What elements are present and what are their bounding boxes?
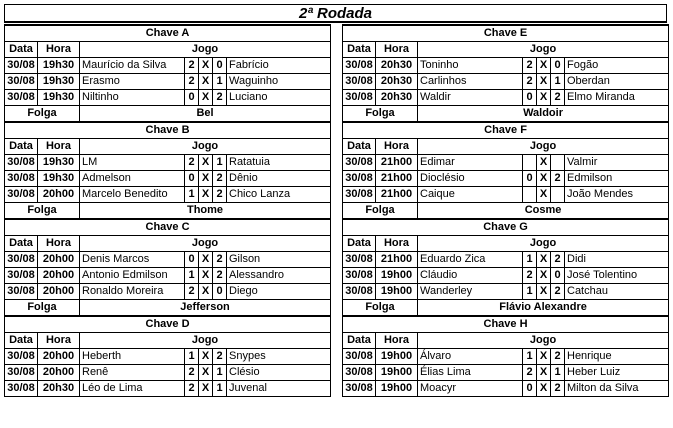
away-score: 2 <box>213 268 227 284</box>
home-score: 2 <box>185 155 199 171</box>
header-jogo: Jogo <box>80 236 331 252</box>
game-time: 19h30 <box>38 58 80 74</box>
away-player: Milton da Silva <box>565 381 669 397</box>
home-player: Erasmo <box>80 74 185 90</box>
game-time: 20h00 <box>38 349 80 365</box>
home-score: 2 <box>523 58 537 74</box>
home-player: Heberth <box>80 349 185 365</box>
game-time: 20h00 <box>38 268 80 284</box>
game-row <box>5 171 331 187</box>
versus-mark: X <box>199 365 213 381</box>
home-score: 2 <box>185 74 199 90</box>
header-hora: Hora <box>38 42 80 58</box>
header-data: Data <box>343 139 376 155</box>
home-player: Denis Marcos <box>80 252 185 268</box>
group-header-row <box>343 219 669 236</box>
game-date: 30/08 <box>5 252 38 268</box>
header-hora: Hora <box>376 236 418 252</box>
game-time: 20h00 <box>38 365 80 381</box>
header-data: Data <box>5 333 38 349</box>
away-score: 1 <box>551 74 565 90</box>
versus-mark: X <box>199 74 213 90</box>
away-score: 2 <box>551 284 565 300</box>
game-time: 21h00 <box>376 171 418 187</box>
bye-row <box>343 106 669 123</box>
bye-player: Bel <box>80 106 331 123</box>
header-data: Data <box>5 139 38 155</box>
away-score: 2 <box>213 349 227 365</box>
game-row <box>343 90 669 106</box>
away-score: 1 <box>213 381 227 397</box>
header-hora: Hora <box>376 333 418 349</box>
away-score <box>551 187 565 203</box>
away-score: 0 <box>551 58 565 74</box>
bye-label: Folga <box>5 106 80 123</box>
versus-mark: X <box>537 187 551 203</box>
header-hora: Hora <box>38 333 80 349</box>
away-player: Clésio <box>227 365 331 381</box>
header-data: Data <box>343 42 376 58</box>
bye-player: Waldoir <box>418 106 669 123</box>
bye-player: Jefferson <box>80 300 331 317</box>
away-player: Gilson <box>227 252 331 268</box>
group-header-row <box>343 122 669 139</box>
bye-label: Folga <box>5 203 80 220</box>
game-date: 30/08 <box>5 284 38 300</box>
game-time: 19h00 <box>376 268 418 284</box>
home-player: Marcelo Benedito <box>80 187 185 203</box>
game-time: 20h30 <box>38 381 80 397</box>
game-row <box>343 381 669 397</box>
away-score: 2 <box>213 90 227 106</box>
column-header-row <box>5 139 331 155</box>
game-row <box>5 74 331 90</box>
game-row <box>343 349 669 365</box>
away-score: 0 <box>551 268 565 284</box>
versus-mark: X <box>537 171 551 187</box>
game-time: 20h30 <box>376 90 418 106</box>
game-time: 19h00 <box>376 349 418 365</box>
group-title: Chave H <box>343 316 669 333</box>
header-jogo: Jogo <box>418 236 669 252</box>
away-player: Valmir <box>565 155 669 171</box>
game-row <box>343 155 669 171</box>
versus-mark: X <box>537 365 551 381</box>
group-title: Chave B <box>5 122 331 139</box>
away-score: 1 <box>213 74 227 90</box>
game-row <box>343 252 669 268</box>
home-score: 2 <box>185 58 199 74</box>
left-schedule-table <box>4 24 331 397</box>
game-time: 19h00 <box>376 365 418 381</box>
away-score: 0 <box>213 284 227 300</box>
away-player: Edmilson <box>565 171 669 187</box>
column-header-row <box>5 236 331 252</box>
game-time: 20h00 <box>38 187 80 203</box>
header-hora: Hora <box>38 139 80 155</box>
column-header-row <box>343 236 669 252</box>
header-jogo: Jogo <box>418 42 669 58</box>
game-time: 19h30 <box>38 74 80 90</box>
away-player: Didi <box>565 252 669 268</box>
home-score: 1 <box>185 268 199 284</box>
header-hora: Hora <box>376 139 418 155</box>
versus-mark: X <box>199 284 213 300</box>
game-date: 30/08 <box>5 268 38 284</box>
game-row <box>343 58 669 74</box>
home-score: 1 <box>185 187 199 203</box>
bye-row <box>343 203 669 220</box>
away-score: 1 <box>213 365 227 381</box>
game-date: 30/08 <box>5 155 38 171</box>
versus-mark: X <box>537 252 551 268</box>
game-time: 20h00 <box>38 284 80 300</box>
game-date: 30/08 <box>343 90 376 106</box>
header-jogo: Jogo <box>80 42 331 58</box>
versus-mark: X <box>537 349 551 365</box>
left-column <box>4 24 330 397</box>
header-jogo: Jogo <box>418 333 669 349</box>
game-date: 30/08 <box>5 74 38 90</box>
away-score: 2 <box>213 171 227 187</box>
game-row <box>343 365 669 381</box>
home-player: Dioclésio <box>418 171 523 187</box>
group-header-row <box>5 316 331 333</box>
away-score <box>551 155 565 171</box>
header-jogo: Jogo <box>418 139 669 155</box>
away-score: 2 <box>551 90 565 106</box>
game-time: 19h30 <box>38 90 80 106</box>
away-player: Luciano <box>227 90 331 106</box>
game-time: 21h00 <box>376 155 418 171</box>
away-player: Fogão <box>565 58 669 74</box>
group-title: Chave D <box>5 316 331 333</box>
home-player: Edimar <box>418 155 523 171</box>
home-score: 1 <box>523 349 537 365</box>
game-row <box>5 349 331 365</box>
game-row <box>343 187 669 203</box>
bye-player: Cosme <box>418 203 669 220</box>
versus-mark: X <box>537 155 551 171</box>
home-player: Niltinho <box>80 90 185 106</box>
away-score: 2 <box>551 171 565 187</box>
away-score: 1 <box>213 155 227 171</box>
column-header-row <box>343 333 669 349</box>
home-score: 2 <box>185 365 199 381</box>
game-date: 30/08 <box>5 58 38 74</box>
header-data: Data <box>5 236 38 252</box>
header-hora: Hora <box>376 42 418 58</box>
away-player: Dênio <box>227 171 331 187</box>
game-date: 30/08 <box>343 171 376 187</box>
game-date: 30/08 <box>5 90 38 106</box>
home-score: 0 <box>523 381 537 397</box>
versus-mark: X <box>537 90 551 106</box>
away-score: 1 <box>551 365 565 381</box>
group-title: Chave C <box>5 219 331 236</box>
home-player: LM <box>80 155 185 171</box>
group-title: Chave G <box>343 219 669 236</box>
bye-row <box>343 300 669 317</box>
game-time: 21h00 <box>376 252 418 268</box>
away-player: Snypes <box>227 349 331 365</box>
home-score: 0 <box>185 252 199 268</box>
round-title: 2ª Rodada <box>4 4 667 23</box>
game-time: 20h30 <box>376 58 418 74</box>
away-score: 2 <box>551 381 565 397</box>
header-jogo: Jogo <box>80 333 331 349</box>
column-header-row <box>5 42 331 58</box>
away-player: Fabrício <box>227 58 331 74</box>
away-score: 2 <box>551 252 565 268</box>
game-date: 30/08 <box>5 171 38 187</box>
home-score: 2 <box>523 74 537 90</box>
header-data: Data <box>343 333 376 349</box>
versus-mark: X <box>199 268 213 284</box>
away-score: 2 <box>551 349 565 365</box>
away-player: Alessandro <box>227 268 331 284</box>
bye-label: Folga <box>343 203 418 220</box>
away-score: 2 <box>213 252 227 268</box>
group-header-row <box>343 25 669 42</box>
game-row <box>5 187 331 203</box>
home-player: Caique <box>418 187 523 203</box>
home-score: 1 <box>185 349 199 365</box>
bye-row <box>5 106 331 123</box>
group-header-row <box>343 316 669 333</box>
versus-mark: X <box>199 187 213 203</box>
home-score: 2 <box>523 365 537 381</box>
bye-row <box>5 300 331 317</box>
home-player: Léo de Lima <box>80 381 185 397</box>
away-player: Ratatuia <box>227 155 331 171</box>
home-player: Eduardo Zica <box>418 252 523 268</box>
away-player: José Tolentino <box>565 268 669 284</box>
away-player: Waguinho <box>227 74 331 90</box>
game-date: 30/08 <box>343 252 376 268</box>
game-time: 20h00 <box>38 252 80 268</box>
group-header-row <box>5 219 331 236</box>
versus-mark: X <box>199 58 213 74</box>
game-row <box>343 171 669 187</box>
group-title: Chave F <box>343 122 669 139</box>
game-time: 19h30 <box>38 155 80 171</box>
column-header-row <box>343 42 669 58</box>
game-row <box>343 284 669 300</box>
home-player: Wanderley <box>418 284 523 300</box>
versus-mark: X <box>199 171 213 187</box>
versus-mark: X <box>199 90 213 106</box>
away-score: 0 <box>213 58 227 74</box>
game-row <box>5 252 331 268</box>
game-date: 30/08 <box>343 187 376 203</box>
game-row <box>5 90 331 106</box>
bye-label: Folga <box>343 106 418 123</box>
home-score: 2 <box>523 268 537 284</box>
game-date: 30/08 <box>343 58 376 74</box>
game-date: 30/08 <box>5 381 38 397</box>
home-score: 2 <box>185 381 199 397</box>
game-row <box>5 365 331 381</box>
home-score <box>523 155 537 171</box>
game-time: 19h00 <box>376 381 418 397</box>
header-jogo: Jogo <box>80 139 331 155</box>
game-time: 21h00 <box>376 187 418 203</box>
home-score: 0 <box>523 90 537 106</box>
away-score: 2 <box>213 187 227 203</box>
game-date: 30/08 <box>343 381 376 397</box>
home-player: Maurício da Silva <box>80 58 185 74</box>
group-title: Chave E <box>343 25 669 42</box>
game-time: 20h30 <box>376 74 418 90</box>
home-player: Antonio Edmilson <box>80 268 185 284</box>
game-row <box>343 74 669 90</box>
bye-player: Flávio Alexandre <box>418 300 669 317</box>
game-date: 30/08 <box>343 349 376 365</box>
home-score: 0 <box>185 171 199 187</box>
home-score: 2 <box>185 284 199 300</box>
versus-mark: X <box>537 284 551 300</box>
game-date: 30/08 <box>343 365 376 381</box>
bye-player: Thome <box>80 203 331 220</box>
game-date: 30/08 <box>343 268 376 284</box>
game-date: 30/08 <box>343 284 376 300</box>
home-player: Renê <box>80 365 185 381</box>
game-row <box>343 268 669 284</box>
home-player: Carlinhos <box>418 74 523 90</box>
away-player: Heber Luiz <box>565 365 669 381</box>
game-time: 19h00 <box>376 284 418 300</box>
home-player: Admelson <box>80 171 185 187</box>
versus-mark: X <box>537 58 551 74</box>
home-player: Ronaldo Moreira <box>80 284 185 300</box>
home-score: 0 <box>185 90 199 106</box>
column-header-row <box>343 139 669 155</box>
game-date: 30/08 <box>5 187 38 203</box>
home-score: 1 <box>523 284 537 300</box>
header-data: Data <box>5 42 38 58</box>
column-header-row <box>5 333 331 349</box>
game-row <box>5 381 331 397</box>
group-header-row <box>5 25 331 42</box>
bye-label: Folga <box>5 300 80 317</box>
header-data: Data <box>343 236 376 252</box>
home-player: Élias Lima <box>418 365 523 381</box>
game-date: 30/08 <box>343 155 376 171</box>
header-hora: Hora <box>38 236 80 252</box>
away-player: Juvenal <box>227 381 331 397</box>
game-date: 30/08 <box>5 365 38 381</box>
home-score <box>523 187 537 203</box>
versus-mark: X <box>199 252 213 268</box>
game-row <box>5 284 331 300</box>
group-header-row <box>5 122 331 139</box>
home-player: Waldir <box>418 90 523 106</box>
group-title: Chave A <box>5 25 331 42</box>
away-player: Diego <box>227 284 331 300</box>
versus-mark: X <box>537 74 551 90</box>
away-player: Elmo Miranda <box>565 90 669 106</box>
away-player: Oberdan <box>565 74 669 90</box>
right-column <box>342 24 668 397</box>
game-row <box>5 268 331 284</box>
game-date: 30/08 <box>5 349 38 365</box>
away-player: Henrique <box>565 349 669 365</box>
away-player: Catchau <box>565 284 669 300</box>
home-player: Moacyr <box>418 381 523 397</box>
versus-mark: X <box>199 349 213 365</box>
home-player: Álvaro <box>418 349 523 365</box>
game-row <box>5 58 331 74</box>
home-player: Toninho <box>418 58 523 74</box>
right-schedule-table <box>342 24 669 397</box>
versus-mark: X <box>537 268 551 284</box>
bye-label: Folga <box>343 300 418 317</box>
versus-mark: X <box>199 155 213 171</box>
home-score: 1 <box>523 252 537 268</box>
home-player: Cláudio <box>418 268 523 284</box>
home-score: 0 <box>523 171 537 187</box>
away-player: João Mendes <box>565 187 669 203</box>
game-date: 30/08 <box>343 74 376 90</box>
versus-mark: X <box>199 381 213 397</box>
versus-mark: X <box>537 381 551 397</box>
game-row <box>5 155 331 171</box>
away-player: Chico Lanza <box>227 187 331 203</box>
bye-row <box>5 203 331 220</box>
game-time: 19h30 <box>38 171 80 187</box>
